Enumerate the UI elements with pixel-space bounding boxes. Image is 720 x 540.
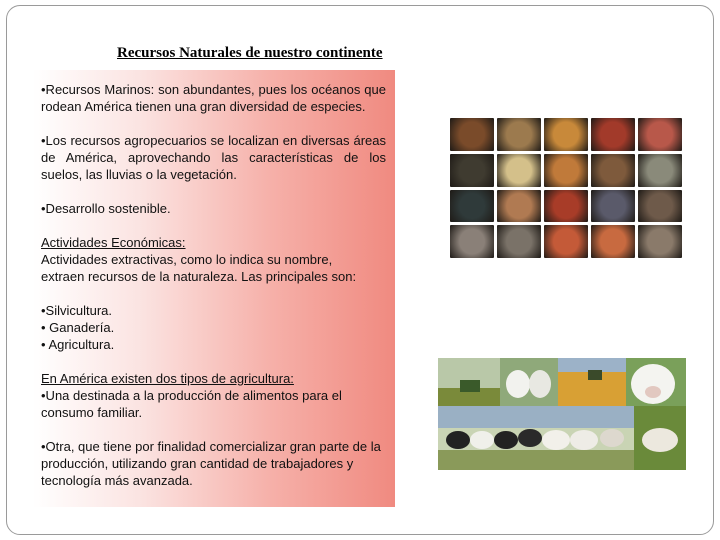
- paragraph-marine-resources: •Recursos Marinos: son abundantes, pues los océanos que rodean América tienen una gran diversidad de especies.: [41, 82, 386, 114]
- marine-species-photo: [497, 154, 541, 187]
- list-item-livestock: • Ganadería.: [41, 320, 115, 335]
- marine-species-photo: [591, 118, 635, 151]
- content-text-box: [33, 70, 395, 507]
- marine-species-photo: [450, 118, 494, 151]
- marine-species-photo: [591, 154, 635, 187]
- marine-species-photo: [450, 190, 494, 223]
- marine-species-photo: [497, 190, 541, 223]
- activities-line-1: Actividades extractivas, como lo indica su nombre,: [41, 252, 333, 267]
- marine-species-photo: [544, 118, 588, 151]
- heading-agriculture-types: En América existen dos tipos de agricultura:: [41, 371, 294, 386]
- paragraph-sustainable: •Desarrollo sostenible.: [41, 201, 171, 216]
- heading-economic-activities: Actividades Económicas:: [41, 235, 186, 250]
- marine-species-photo: [544, 190, 588, 223]
- activities-line-2: extraen recursos de la naturaleza. Las principales son:: [41, 269, 357, 284]
- marine-species-photo: [450, 154, 494, 187]
- list-item-agriculture: • Agricultura.: [41, 337, 115, 352]
- marine-species-photo: [497, 118, 541, 151]
- marine-species-photo: [497, 225, 541, 258]
- marine-species-photo: [638, 190, 682, 223]
- list-item-silviculture: •Silvicultura.: [41, 303, 113, 318]
- farm-livestock-photo-collage: [438, 358, 686, 470]
- farm-collage-svg: [438, 358, 686, 470]
- harvester-icon: [588, 370, 602, 380]
- tractor-icon: [460, 380, 480, 392]
- marine-species-photo: [544, 225, 588, 258]
- marine-species-photo: [544, 154, 588, 187]
- marine-species-photo: [591, 225, 635, 258]
- paragraph-agro-resources: •Los recursos agropecuarios se localizan en diversas áreas de América, aprovechando las características de los suelos, las lluvias o la vegetación.: [41, 133, 386, 182]
- marine-species-photo: [591, 190, 635, 223]
- agriculture-type-2: •Otra, que tiene por finalidad comercializar gran parte de la producción, utilizando gran cantidad de trabajadores y tecnología más avanzada.: [41, 439, 381, 488]
- marine-species-photo: [638, 154, 682, 187]
- agriculture-type-1: •Una destinada a la producción de alimentos para el consumo familiar.: [41, 388, 342, 420]
- marine-species-photo: [638, 118, 682, 151]
- marine-species-photo: [638, 225, 682, 258]
- slide-title: Recursos Naturales de nuestro continente: [117, 45, 383, 61]
- marine-species-photo: [450, 225, 494, 258]
- marine-species-photo-grid: [450, 118, 682, 258]
